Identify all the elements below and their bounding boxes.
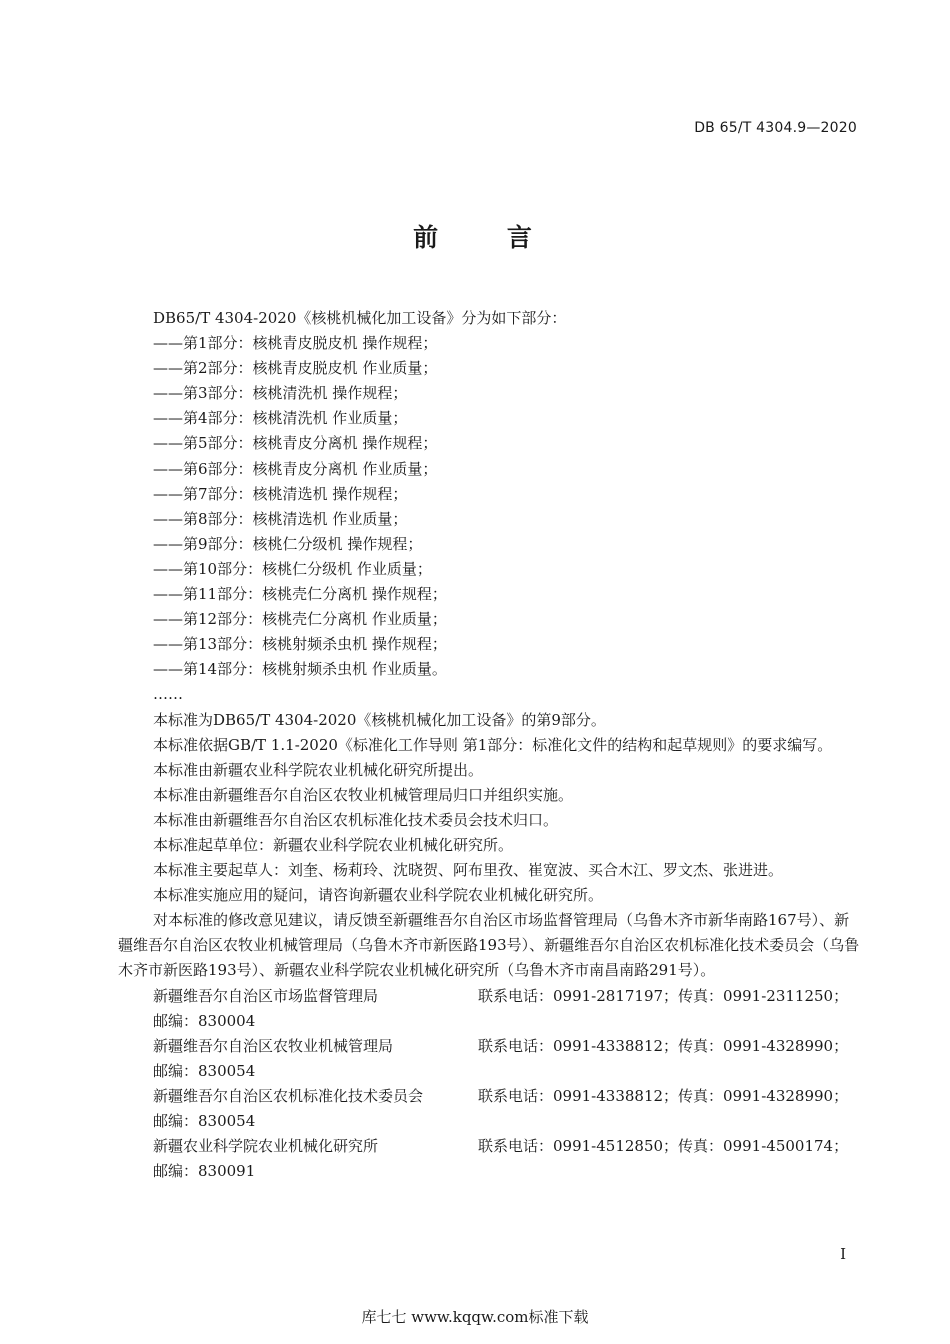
paragraph-part-statement: 本标准为DB65/T 4304-2020《核桃机械化加工设备》的第9部分。 (153, 710, 606, 729)
contact-row (118, 1084, 860, 1109)
paragraph-technical-committee: 本标准由新疆维吾尔自治区农机标准化技术委员会技术归口。 (153, 810, 559, 829)
list-item: ——第11部分：核桃壳仁分离机 操作规程； (153, 585, 447, 604)
list-item: ——第3部分：核桃清洗机 操作规程； (153, 384, 408, 403)
contact-org: 新疆农业科学院农业机械化研究所 (153, 1137, 379, 1156)
list-item: ——第9部分：核桃仁分级机 操作规程； (153, 534, 423, 553)
paragraph-drafting-basis: 本标准依据GB/T 1.1-2020《标准化工作导则 第1部分：标准化文件的结构和起草规则》的要求编写。 (153, 735, 833, 754)
list-item: ——第4部分：核桃清洗机 作业质量； (153, 409, 408, 428)
contact-phone: 联系电话：0991-4338812；传真：0991-4328990； (478, 1086, 849, 1105)
contact-phone: 联系电话：0991-4338812；传真：0991-4328990； (478, 1036, 849, 1055)
list-item: ——第5部分：核桃青皮分离机 操作规程； (153, 434, 438, 453)
contact-org: 新疆维吾尔自治区市场监督管理局 (153, 986, 379, 1005)
contact-org: 新疆维吾尔自治区农机标准化技术委员会 (153, 1086, 424, 1105)
contact-postcode: 邮编：830091 (153, 1162, 256, 1181)
contact-phone: 联系电话：0991-4512850；传真：0991-4500174； (478, 1137, 849, 1156)
ellipsis: …… (153, 685, 183, 704)
contact-row (118, 984, 860, 1009)
document-body (118, 306, 860, 1184)
list-item: ——第14部分：核桃射频杀虫机 作业质量。 (153, 660, 447, 679)
list-item: ——第12部分：核桃壳仁分离机 作业质量； (153, 610, 447, 629)
contact-postcode: 邮编：830054 (153, 1112, 256, 1130)
paragraph-administrator: 本标准由新疆维吾尔自治区农牧业机械管理局归口并组织实施。 (153, 785, 574, 804)
intro-line: DB65/T 4304-2020《核桃机械化加工设备》分为如下部分： (153, 309, 567, 327)
list-item: ——第13部分：核桃射频杀虫机 操作规程； (153, 635, 447, 654)
list-item: ——第8部分：核桃清选机 作业质量； (153, 509, 408, 528)
parts-list (118, 331, 860, 682)
list-item: ——第6部分：核桃青皮分离机 作业质量； (153, 459, 438, 478)
contact-org: 新疆维吾尔自治区农牧业机械管理局 (153, 1036, 394, 1055)
list-item: ——第2部分：核桃青皮脱皮机 作业质量； (153, 359, 438, 378)
paragraph-drafters: 本标准主要起草人：刘奎、杨莉玲、沈晓贺、阿布里孜、崔宽波、买合木江、罗文杰、张进进。 (153, 861, 784, 880)
page-number: I (840, 1245, 846, 1263)
paragraph-proposer: 本标准由新疆农业科学院农业机械化研究所提出。 (153, 760, 484, 779)
contact-phone: 联系电话：0991-2817197；传真：0991-2311250； (478, 986, 849, 1005)
contacts-list (118, 984, 860, 1185)
paragraph-inquiry: 本标准实施应用的疑问，请咨询新疆农业科学院农业机械化研究所。 (153, 886, 604, 905)
list-item: ——第10部分：核桃仁分级机 作业质量； (153, 559, 432, 578)
paragraph-drafting-unit: 本标准起草单位：新疆农业科学院农业机械化研究所。 (153, 835, 514, 854)
contact-row (118, 1134, 860, 1159)
paragraph-feedback: 对本标准的修改意见建议，请反馈至新疆维吾尔自治区市场监督管理局（乌鲁木齐市新华南路167号）、新疆维吾尔自治区农牧业机械管理局（乌鲁木齐市新医路193号）、新疆维吾尔自治区农机标准化技术委员会（乌鲁木齐市新医路193号）、新疆农业科学院农业机械化研究所（乌鲁木齐市南昌南路291号）。 (118, 911, 860, 980)
standard-code: DB 65/T 4304.9—2020 (694, 120, 857, 136)
list-item: ——第7部分：核桃清选机 操作规程； (153, 484, 408, 503)
list-item: ——第1部分：核桃青皮脱皮机 操作规程； (153, 334, 438, 353)
contact-postcode: 邮编：830054 (153, 1061, 256, 1080)
contact-postcode: 邮编：830004 (153, 1011, 256, 1030)
contact-row (118, 1034, 860, 1059)
footer-watermark[interactable]: 库七七 www.kqqw.com标准下载 (361, 1308, 589, 1326)
page-title: 前 言 (413, 223, 562, 252)
